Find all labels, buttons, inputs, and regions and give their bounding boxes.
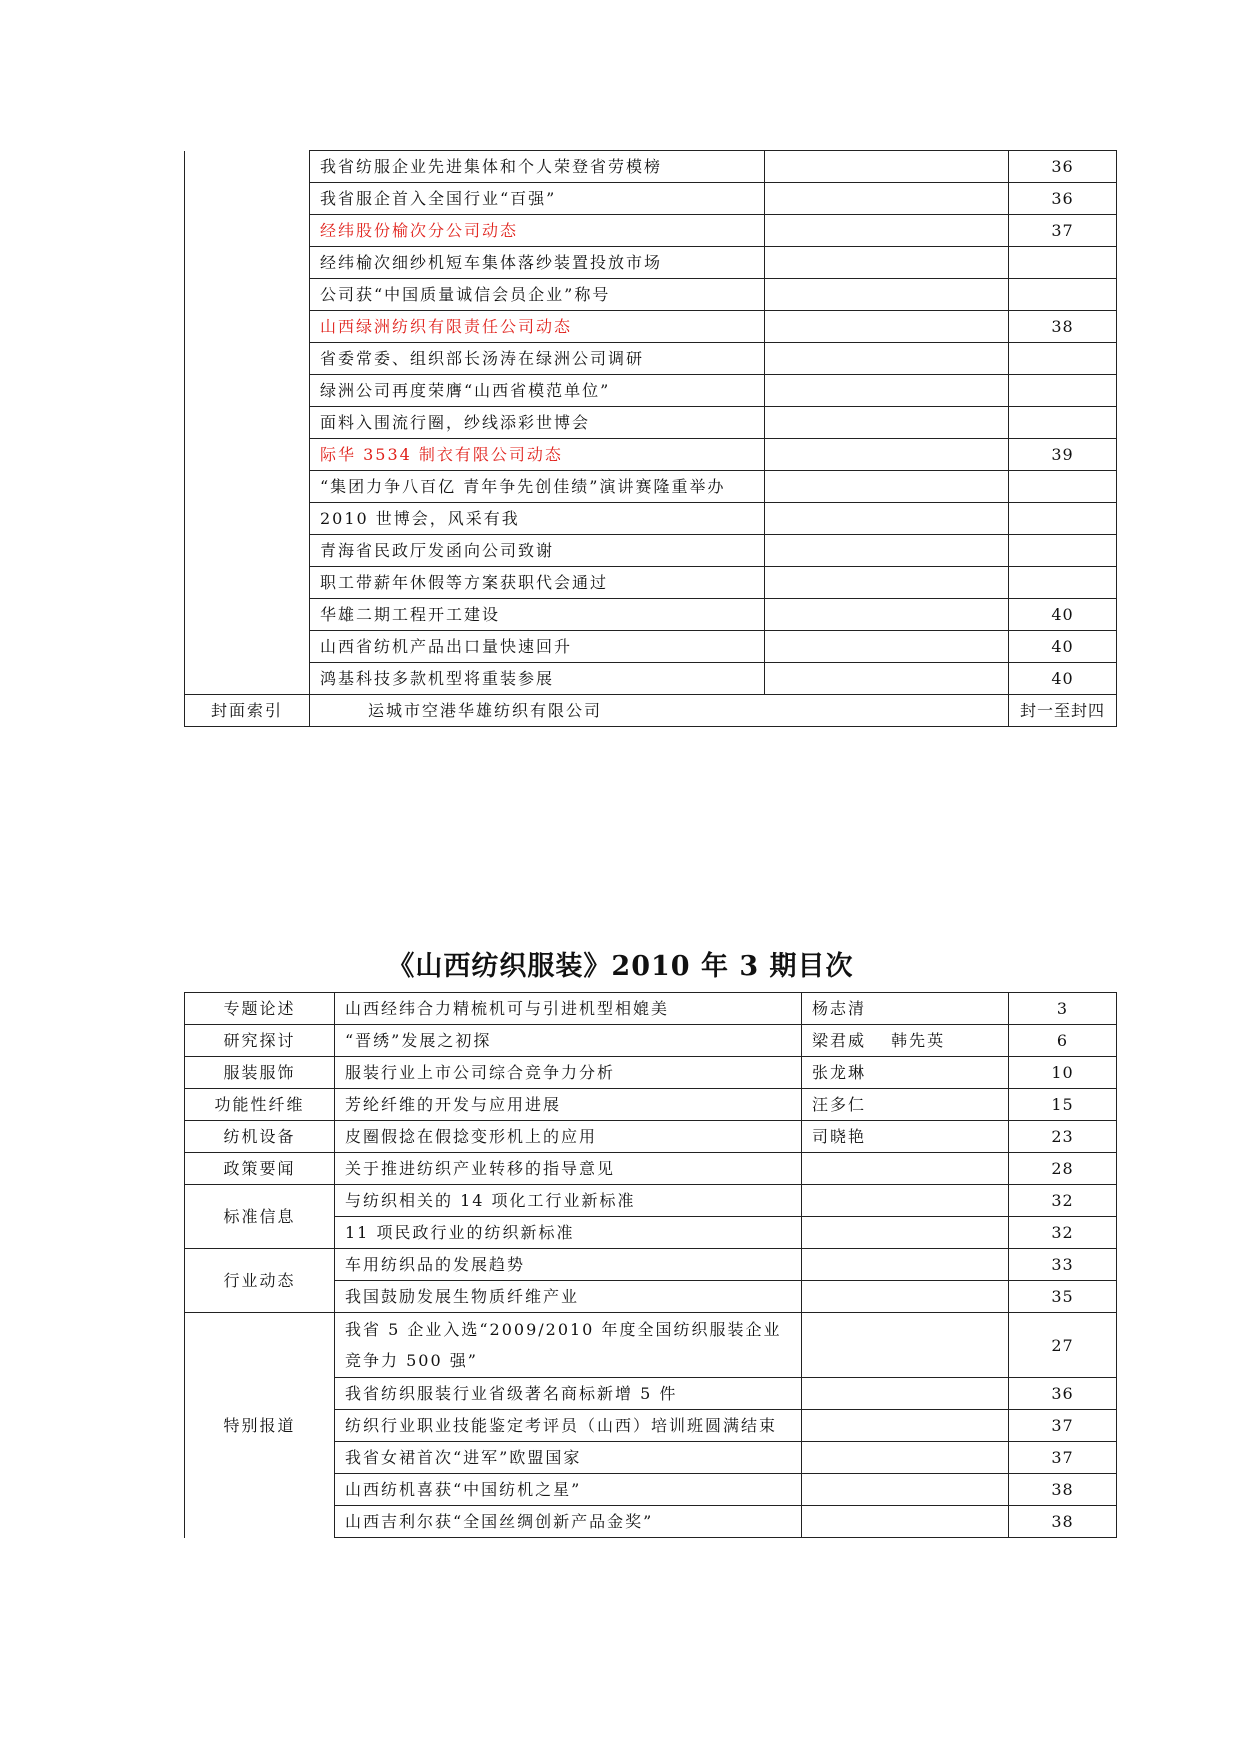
category-cell: 政策要闻 [185, 1153, 335, 1185]
page-number: 36 [1009, 151, 1117, 183]
page-number [1009, 375, 1117, 407]
author-cell [765, 247, 1009, 279]
page-number: 36 [1009, 183, 1117, 215]
author-cell [765, 567, 1009, 599]
table-row [185, 1313, 1117, 1378]
author-cell [802, 1249, 1009, 1281]
table-row [185, 567, 1117, 599]
page-number: 40 [1009, 663, 1117, 695]
author-cell [802, 1281, 1009, 1313]
author-cell [765, 663, 1009, 695]
page-number: 38 [1009, 1506, 1117, 1538]
page-number: 37 [1009, 1442, 1117, 1474]
page-number: 35 [1009, 1281, 1117, 1313]
article-title: 华雄二期工程开工建设 [310, 599, 765, 631]
category-cell: 专题论述 [185, 993, 335, 1025]
table-row [185, 151, 1117, 183]
article-title: “集团力争八百亿 青年争先创佳绩”演讲赛隆重举办 [310, 471, 765, 503]
author-cell [765, 631, 1009, 663]
author-cell [765, 151, 1009, 183]
cover-title: 运城市空港华雄纺织有限公司 [310, 695, 1009, 727]
category-cell: 行业动态 [185, 1249, 335, 1313]
table-row [185, 1249, 1117, 1281]
category-cell: 服装服饰 [185, 1057, 335, 1089]
author-cell [802, 1410, 1009, 1442]
article-title: 车用纺织品的发展趋势 [335, 1249, 802, 1281]
table-row [185, 503, 1117, 535]
table-row [185, 375, 1117, 407]
category-cell: 纺机设备 [185, 1121, 335, 1153]
article-title: 公司获“中国质量诚信会员企业”称号 [310, 279, 765, 311]
table-row [185, 1153, 1117, 1185]
article-title: 经纬榆次细纱机短车集体落纱装置投放市场 [310, 247, 765, 279]
article-title: 绿洲公司再度荣膺“山西省模范单位” [310, 375, 765, 407]
article-title: 与纺织相关的 14 项化工行业新标准 [335, 1185, 802, 1217]
table-row [185, 1121, 1117, 1153]
article-title: 山西经纬合力精梳机可与引进机型相媲美 [335, 993, 802, 1025]
article-title: 服装行业上市公司综合竞争力分析 [335, 1057, 802, 1089]
page-number: 36 [1009, 1378, 1117, 1410]
article-title: 青海省民政厅发函向公司致谢 [310, 535, 765, 567]
article-title: 我省女裙首次“进军”欧盟国家 [335, 1442, 802, 1474]
table-row [185, 247, 1117, 279]
author-cell [765, 535, 1009, 567]
table-row [185, 279, 1117, 311]
page-number: 37 [1009, 215, 1117, 247]
page-number: 39 [1009, 439, 1117, 471]
page-number: 32 [1009, 1217, 1117, 1249]
article-title: 山西纺机喜获“中国纺机之星” [335, 1474, 802, 1506]
author-cell [765, 503, 1009, 535]
author-cell [765, 407, 1009, 439]
author-cell [765, 471, 1009, 503]
article-title: 皮圈假捻在假捻变形机上的应用 [335, 1121, 802, 1153]
table-row [185, 471, 1117, 503]
toc-table-continued [184, 150, 1117, 727]
page-number: 40 [1009, 631, 1117, 663]
section-title: 经纬股份榆次分公司动态 [310, 215, 765, 247]
page-number: 28 [1009, 1153, 1117, 1185]
article-title: 11 项民政行业的纺织新标准 [335, 1217, 802, 1249]
author-cell: 杨志清 [802, 993, 1009, 1025]
author-cell [802, 1442, 1009, 1474]
table-row [185, 631, 1117, 663]
page-number [1009, 247, 1117, 279]
article-title: 我省纺织服装行业省级著名商标新增 5 件 [335, 1378, 802, 1410]
page-number: 37 [1009, 1410, 1117, 1442]
author-cell [765, 375, 1009, 407]
page-number: 15 [1009, 1089, 1117, 1121]
table-row [185, 1025, 1117, 1057]
article-title: 我省纺服企业先进集体和个人荣登省劳模榜 [310, 151, 765, 183]
table-row [185, 1185, 1117, 1217]
table-row [185, 215, 1117, 247]
article-title: 芳纶纤维的开发与应用进展 [335, 1089, 802, 1121]
category-cell-empty [185, 151, 310, 695]
author-cell [802, 1506, 1009, 1538]
article-title: 山西省纺机产品出口量快速回升 [310, 631, 765, 663]
page-number: 10 [1009, 1057, 1117, 1089]
page-number: 23 [1009, 1121, 1117, 1153]
page-number [1009, 279, 1117, 311]
author-cell: 汪多仁 [802, 1089, 1009, 1121]
category-cell: 功能性纤维 [185, 1089, 335, 1121]
category-cell: 特别报道 [185, 1313, 335, 1538]
toc-table [184, 992, 1117, 1538]
article-title: 关于推进纺织产业转移的指导意见 [335, 1153, 802, 1185]
page-number [1009, 343, 1117, 375]
author-cell [802, 1313, 1009, 1378]
table-row [185, 1089, 1117, 1121]
page-number: 27 [1009, 1313, 1117, 1378]
author-cell: 梁君威 韩先英 [802, 1025, 1009, 1057]
cover-page: 封一至封四 [1009, 695, 1117, 727]
author-cell [765, 183, 1009, 215]
article-title: 山西吉利尔获“全国丝绸创新产品金奖” [335, 1506, 802, 1538]
author-cell [802, 1217, 1009, 1249]
table-row [185, 343, 1117, 375]
table-row [185, 599, 1117, 631]
table-row [185, 535, 1117, 567]
article-title: 省委常委、组织部长汤涛在绿洲公司调研 [310, 343, 765, 375]
author-cell: 张龙琳 [802, 1057, 1009, 1089]
toc-heading: 《山西纺织服装》2010 年 3 期目次 [387, 951, 854, 982]
author-cell [802, 1474, 1009, 1506]
table-row [185, 407, 1117, 439]
article-title: 我省服企首入全国行业“百强” [310, 183, 765, 215]
page-number [1009, 471, 1117, 503]
page-number: 6 [1009, 1025, 1117, 1057]
article-title: 职工带薪年休假等方案获职代会通过 [310, 567, 765, 599]
article-title: 鸿基科技多款机型将重装参展 [310, 663, 765, 695]
table-row [185, 1057, 1117, 1089]
category-cell: 标准信息 [185, 1185, 335, 1249]
page-number: 33 [1009, 1249, 1117, 1281]
page-number [1009, 535, 1117, 567]
table-row [185, 439, 1117, 471]
author-cell [802, 1185, 1009, 1217]
article-title: 纺织行业职业技能鉴定考评员（山西）培训班圆满结束 [335, 1410, 802, 1442]
author-cell [765, 599, 1009, 631]
author-cell: 司晓艳 [802, 1121, 1009, 1153]
cover-category: 封面索引 [185, 695, 310, 727]
page-number [1009, 407, 1117, 439]
page-number: 3 [1009, 993, 1117, 1025]
table-row [185, 663, 1117, 695]
author-cell [765, 311, 1009, 343]
table-row [185, 183, 1117, 215]
author-cell [765, 279, 1009, 311]
article-title: 面料入围流行圈，纱线添彩世博会 [310, 407, 765, 439]
section-title: 际华 3534 制衣有限公司动态 [310, 439, 765, 471]
author-cell [802, 1153, 1009, 1185]
table-row [185, 311, 1117, 343]
table-row [185, 993, 1117, 1025]
page-number [1009, 567, 1117, 599]
page-number [1009, 503, 1117, 535]
author-cell [802, 1378, 1009, 1410]
cover-index-row [185, 695, 1117, 727]
section-title: 山西绿洲纺织有限责任公司动态 [310, 311, 765, 343]
article-title: 2010 世博会，风采有我 [310, 503, 765, 535]
category-cell: 研究探讨 [185, 1025, 335, 1057]
page-number: 38 [1009, 311, 1117, 343]
author-cell [765, 215, 1009, 247]
article-title: “晋绣”发展之初探 [335, 1025, 802, 1057]
article-title: 我国鼓励发展生物质纤维产业 [335, 1281, 802, 1313]
page-number: 40 [1009, 599, 1117, 631]
author-cell [765, 343, 1009, 375]
page-number: 32 [1009, 1185, 1117, 1217]
page-number: 38 [1009, 1474, 1117, 1506]
author-cell [765, 439, 1009, 471]
article-title: 我省 5 企业入选“2009/2010 年度全国纺织服装企业竞争力 500 强” [335, 1313, 802, 1378]
